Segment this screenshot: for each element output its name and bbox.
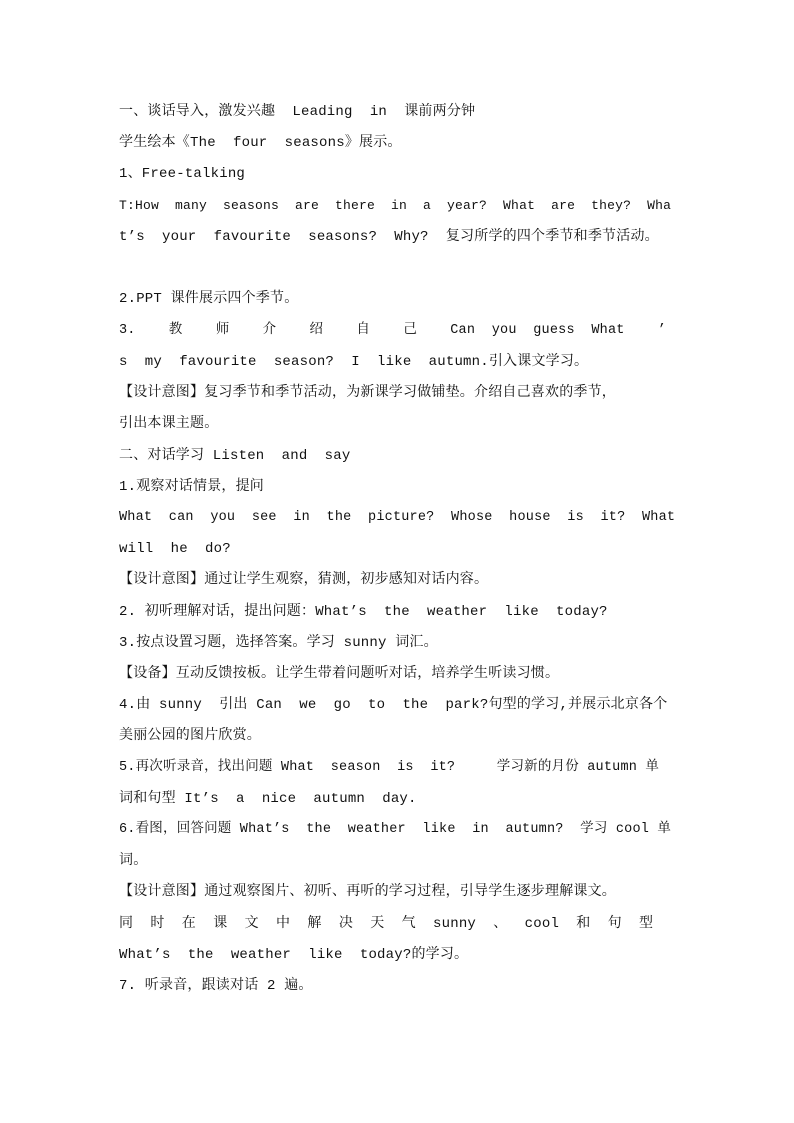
text-line: 1.观察对话情景，提问 [119,479,265,495]
section-heading-leading-in: 一、谈话导入，激发兴趣 Leading in 课前两分钟 [119,104,476,120]
text-line: T:How many seasons are there in a year? What are they? Wha [119,198,672,213]
text-line: 同 时 在 课 文 中 解 决 天 气 sunny 、 cool 和 句 型 [119,916,654,932]
design-intent-note: 【设计意图】通过观察图片、初听、再听的学习过程，引导学生逐步理解课文。 [119,884,616,900]
text-line: What can you see in the picture? Whose house is it? What [119,510,675,525]
text-line: 3. 教 师 介 绍 自 己 Can you guess What ’ [119,323,667,338]
text-line: 3.按点设置习题，选择答案。学习 sunny 词汇。 [119,635,438,651]
text-line: s my favourite season? I like autumn.引入课文学习。 [119,354,589,370]
text-line: 7. 听录音，跟读对话 2 遍。 [119,978,313,994]
text-line: 学生绘本《The four seasons》展示。 [119,135,402,151]
text-line: 2.PPT 课件展示四个季节。 [119,291,299,307]
text-line: 4.由 sunny 引出 Can we go to the park?句型的学习,并展示北京各个 [119,697,668,713]
equipment-note: 【设备】互动反馈按板。让学生带着问题听对话，培养学生听读习惯。 [119,666,560,682]
text-line: 美丽公园的图片欣赏。 [119,728,261,744]
design-intent-note: 【设计意图】复习季节和季节活动，为新课学习做铺垫。介绍自己喜欢的季节， [119,385,616,401]
text-line: 6.看图，回答问题 What’s the weather like in autumn? 学习 cool 单 [119,822,672,837]
text-line: 2. 初听理解对话，提出问题：What’s the weather like today? [119,604,608,620]
text-line: t’s your favourite seasons? Why? 复习所学的四个季节和季节活动。 [119,229,659,245]
design-intent-note: 【设计意图】通过让学生观察，猜测，初步感知对话内容。 [119,572,489,588]
text-line: 词。 [119,853,148,869]
text-line: 1、Free-talking [119,166,246,182]
text-line: 词和句型 It’s a nice autumn day. [119,791,417,807]
text-line: 5.再次听录音，找出问题 What season is it? 学习新的月份 autumn 单 [119,760,660,775]
text-line: will he do? [119,541,231,557]
text-line: What’s the weather like today?的学习。 [119,947,469,963]
text-line: 引出本课主题。 [119,416,219,432]
section-heading-listen-and-say: 二、对话学习 Listen and say [119,448,351,464]
